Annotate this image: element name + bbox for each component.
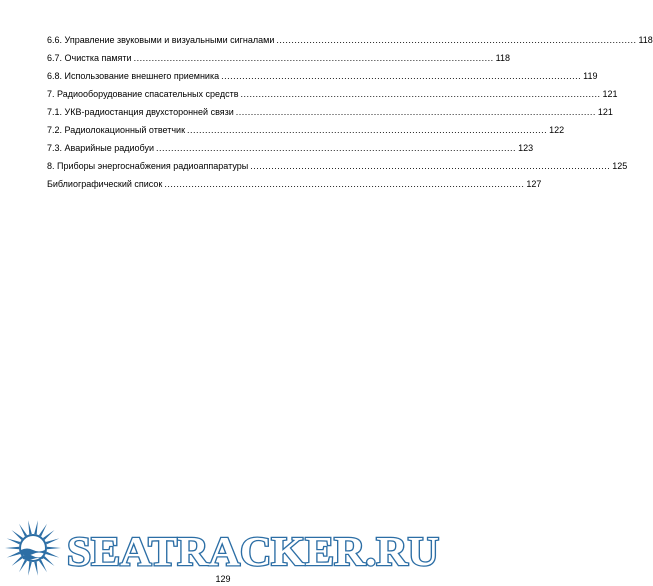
sun-ray [7,538,21,544]
sun-ray [19,559,27,572]
watermark-text: SEATRACKER.RU [67,528,440,574]
dot-leader: ........................................................................................................................ [133,53,494,63]
toc-entry [47,67,598,85]
toc-entry [47,157,628,175]
sun-ray [39,524,47,537]
toc-entry-page: 118 [638,35,653,45]
dot-leader: ........................................................................................................................ [221,71,582,81]
sun-ray [7,552,21,558]
toc-entry-page: 121 [602,89,618,99]
dot-leader: ........................................................................................................................ [235,107,596,117]
toc-entry-page: 118 [495,53,511,63]
toc-entry [47,139,534,157]
toc-entry-page: 122 [549,125,565,135]
sun-ray [19,524,27,537]
dot-leader: ........................................................................................................................ [164,179,525,189]
sun-ray [12,556,24,566]
sun-ray [46,538,60,544]
toc-entry [47,49,511,67]
toc-entry-title: 7.3. Аварийные радиобуи [47,143,154,153]
dot-leader: ........................................................................................................................ [250,161,611,171]
dot-leader: ........................................................................................................................ [187,125,548,135]
page-number: 129 [215,574,231,584]
toc-entry-title: 6.8. Использование внешнего приемника [47,71,220,81]
toc-entry-title: 6.6. Управление звуковыми и визуальными сигналами [47,35,275,45]
toc-entry-title: 8. Приборы энергоснабжения радиоаппаратуры [47,161,249,171]
toc-entry [47,103,613,121]
toc-entry-title: 7.2. Радиолокационный ответчик [47,125,186,135]
sun-ray [43,530,55,540]
seatracker-watermark [3,518,443,578]
sun-ray [46,552,60,558]
dot-leader: ........................................................................................................................ [156,143,517,153]
dot-leader: ........................................................................................................................ [276,35,637,45]
sun-ray [5,547,19,550]
table-of-contents [47,31,653,193]
toc-entry [47,175,542,193]
toc-entry-title: 6.7. Очистка памяти [47,53,132,63]
toc-entry [47,31,653,49]
toc-entry-title: 7.1. УКВ-радиостанция двухсторонней связи [47,107,234,117]
toc-entry-page: 125 [612,161,628,171]
sun-logo-icon [5,520,61,575]
toc-entry-page: 119 [583,71,598,81]
sun-ray [28,520,32,534]
toc-entry-page: 127 [526,179,542,189]
toc-entry-page: 123 [518,143,534,153]
sun-ray [12,530,24,540]
toc-entry-page: 121 [597,107,613,117]
toc-entry-title: 7. Радиооборудование спасательных средств [47,89,239,99]
sun-ray [39,559,47,572]
toc-entry-title: Библиографический список [47,179,163,189]
sun-ray [47,547,61,550]
toc-entry [47,121,565,139]
sun-ray [43,556,55,566]
sun-ray [34,520,38,534]
toc-entry [47,85,618,103]
dot-leader: ........................................................................................................................ [240,89,601,99]
